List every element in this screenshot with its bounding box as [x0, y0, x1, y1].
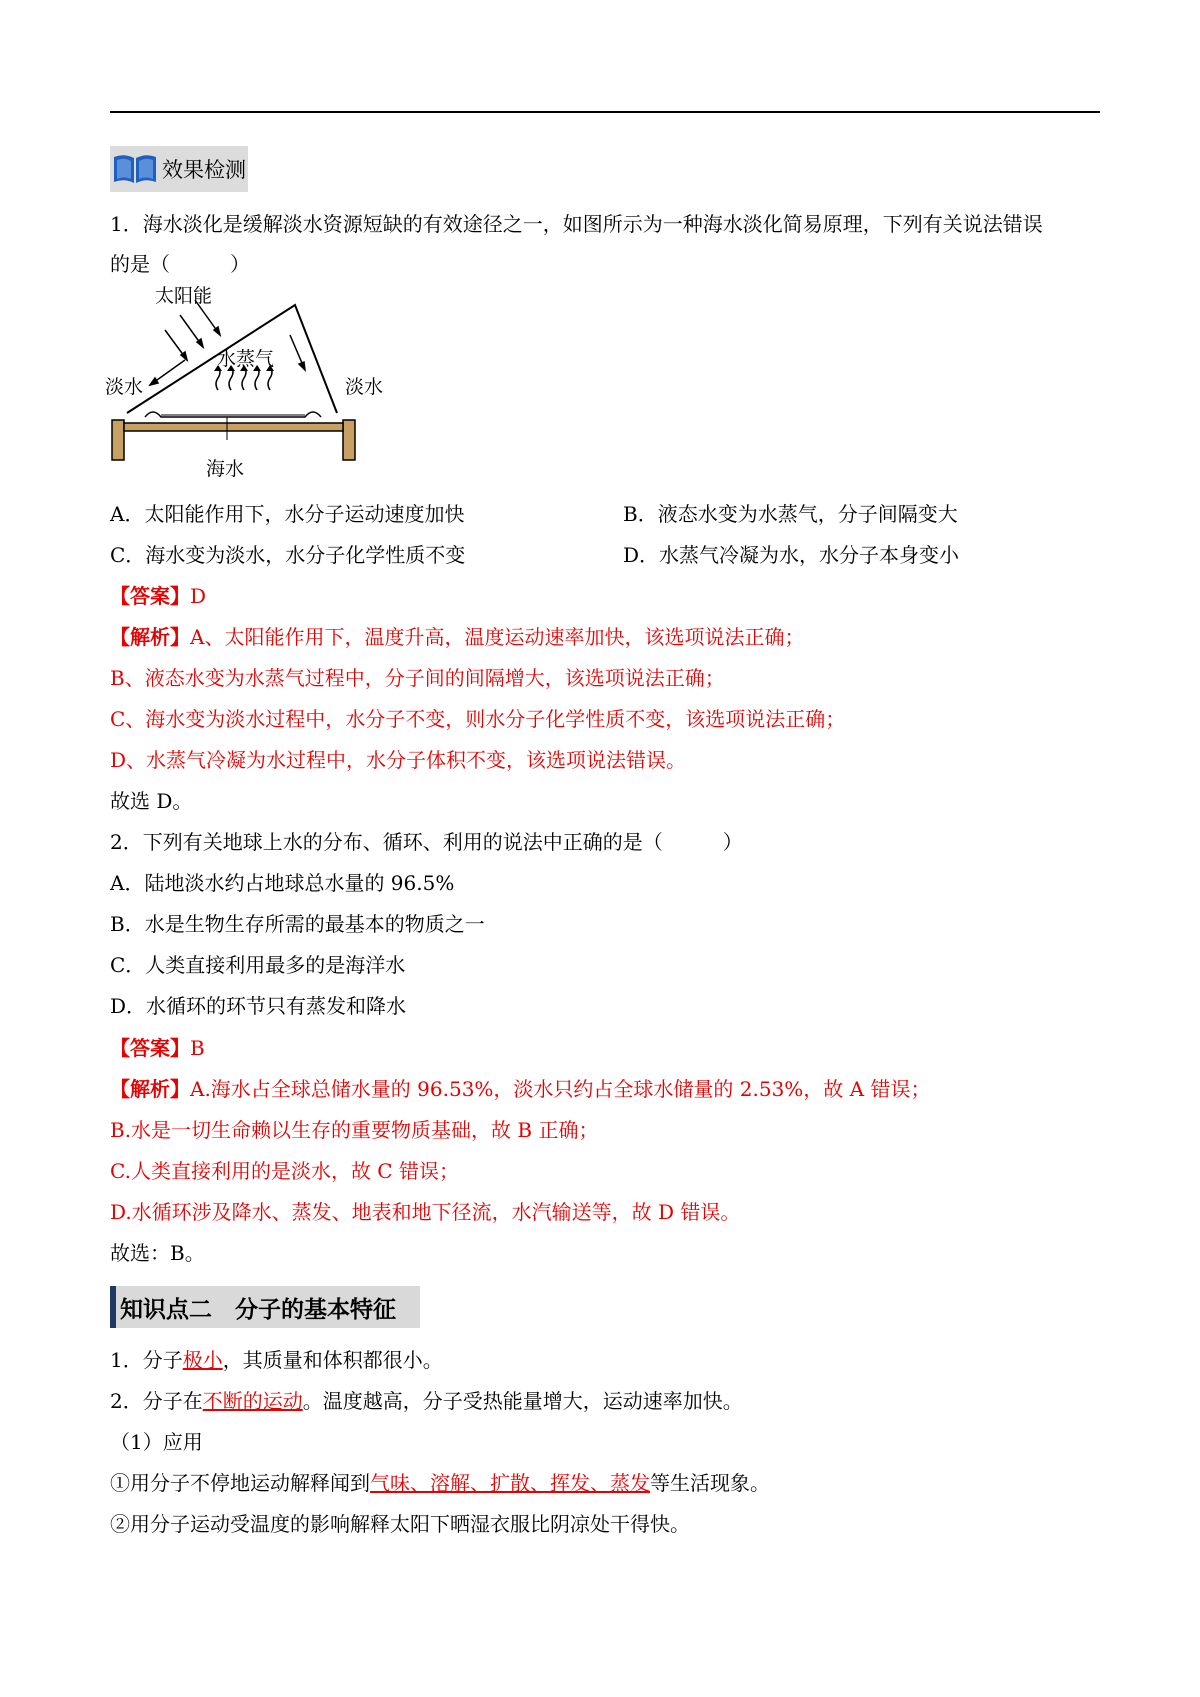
q1-option-c: C．海水变为淡水，水分子化学性质不变: [110, 543, 466, 567]
sea-water-label: 海水: [206, 458, 245, 480]
fill-answer: 极小: [182, 1348, 223, 1372]
q1-option-a: A．太阳能作用下，水分子运动速度加快: [110, 502, 465, 526]
knowledge-line-5: ②用分子运动受温度的影响解释太阳下晒湿衣服比阴凉处干得快。: [110, 1512, 690, 1536]
answer-value: D: [190, 584, 207, 608]
header-accent-bar: [110, 1286, 116, 1328]
q2-analysis-1: [110, 1075, 930, 1103]
text: 2．分子在: [110, 1389, 203, 1413]
text: 1．分子: [110, 1348, 183, 1372]
fill-answer: 不断的运动: [202, 1389, 303, 1413]
desalination-diagram: [105, 285, 385, 485]
q1-analysis-3: C、海水变为淡水过程中，水分子不变，则水分子化学性质不变，该选项说法正确；: [110, 707, 846, 731]
text: 。温度越高，分子受热能量增大，运动速率加快。: [302, 1389, 743, 1413]
q2-stem: 2．下列有关地球上水的分布、循环、利用的说法中正确的是（ ）: [110, 830, 743, 854]
q2-option-b: B．水是生物生存所需的最基本的物质之一: [110, 912, 485, 936]
book-icon: [112, 153, 158, 185]
q2-option-c: C．人类直接利用最多的是海洋水: [110, 953, 406, 977]
knowledge-line-2: [110, 1387, 743, 1415]
knowledge-point-header: [110, 1286, 420, 1328]
knowledge-point-title: 知识点二 分子的基本特征: [120, 1296, 396, 1323]
q1-analysis-2: B、液态水变为水蒸气过程中，分子间的间隔增大，该选项说法正确；: [110, 666, 725, 690]
knowledge-line-3: （1）应用: [110, 1430, 203, 1454]
analysis-tag: 【解析】: [110, 1077, 190, 1101]
q2-analysis-3: C.人类直接利用的是淡水，故 C 错误；: [110, 1159, 459, 1183]
q1-analysis-4: D、水蒸气冷凝为水过程中，水分子体积不变，该选项说法错误。: [110, 748, 687, 772]
q1-option-d: D．水蒸气冷凝为水，水分子本身变小: [623, 543, 960, 567]
fresh-water-right-label: 淡水: [345, 376, 384, 398]
q1-conclusion: 故选 D。: [110, 789, 193, 813]
q2-option-d: D．水循环的环节只有蒸发和降水: [110, 994, 407, 1018]
section-title: 效果检测: [162, 158, 246, 182]
q1-stem-line1: 1．海水淡化是缓解淡水资源短缺的有效途径之一，如图所示为一种海水淡化简易原理，下列有关说法错误: [110, 212, 1043, 236]
answer-value: B: [190, 1036, 205, 1060]
top-rule: [110, 111, 1100, 113]
text: 等生活现象。: [650, 1471, 770, 1495]
q1-stem-line2: 的是（ ）: [110, 252, 250, 276]
vapor-label: 水蒸气: [217, 348, 275, 370]
section-header: [110, 146, 248, 192]
q1-answer: [110, 582, 206, 610]
knowledge-line-1: [110, 1346, 443, 1374]
text: ，其质量和体积都很小。: [222, 1348, 443, 1372]
q2-answer: [110, 1034, 205, 1062]
q1-option-b: B．液态水变为水蒸气，分子间隔变大: [623, 502, 958, 526]
q2-analysis-2: B.水是一切生命赖以生存的重要物质基础，故 B 正确；: [110, 1118, 599, 1142]
fresh-water-left-label: 淡水: [105, 376, 144, 398]
q1-analysis-1: [110, 623, 804, 651]
analysis-tag: 【解析】: [110, 625, 190, 649]
q2-conclusion: 故选：B。: [110, 1241, 205, 1265]
analysis-text: A、太阳能作用下，温度升高，温度运动速率加快，该选项说法正确；: [190, 625, 805, 649]
answer-tag: 【答案】: [110, 584, 190, 608]
analysis-text: A.海水占全球总储水量的 96.53%，淡水只约占全球水储量的 2.53%，故 A 错误；: [190, 1077, 931, 1101]
q2-option-a: A．陆地淡水约占地球总水量的 96.5%: [110, 871, 455, 895]
text: ①用分子不停地运动解释闻到: [110, 1471, 370, 1495]
fill-answer: 气味、溶解、扩散、挥发、蒸发: [370, 1471, 650, 1495]
answer-tag: 【答案】: [110, 1036, 190, 1060]
knowledge-line-4: [110, 1469, 770, 1497]
sun-energy-label: 太阳能: [155, 285, 213, 307]
q2-analysis-4: D.水循环涉及降水、蒸发、地表和地下径流，水汽输送等，故 D 错误。: [110, 1200, 741, 1224]
